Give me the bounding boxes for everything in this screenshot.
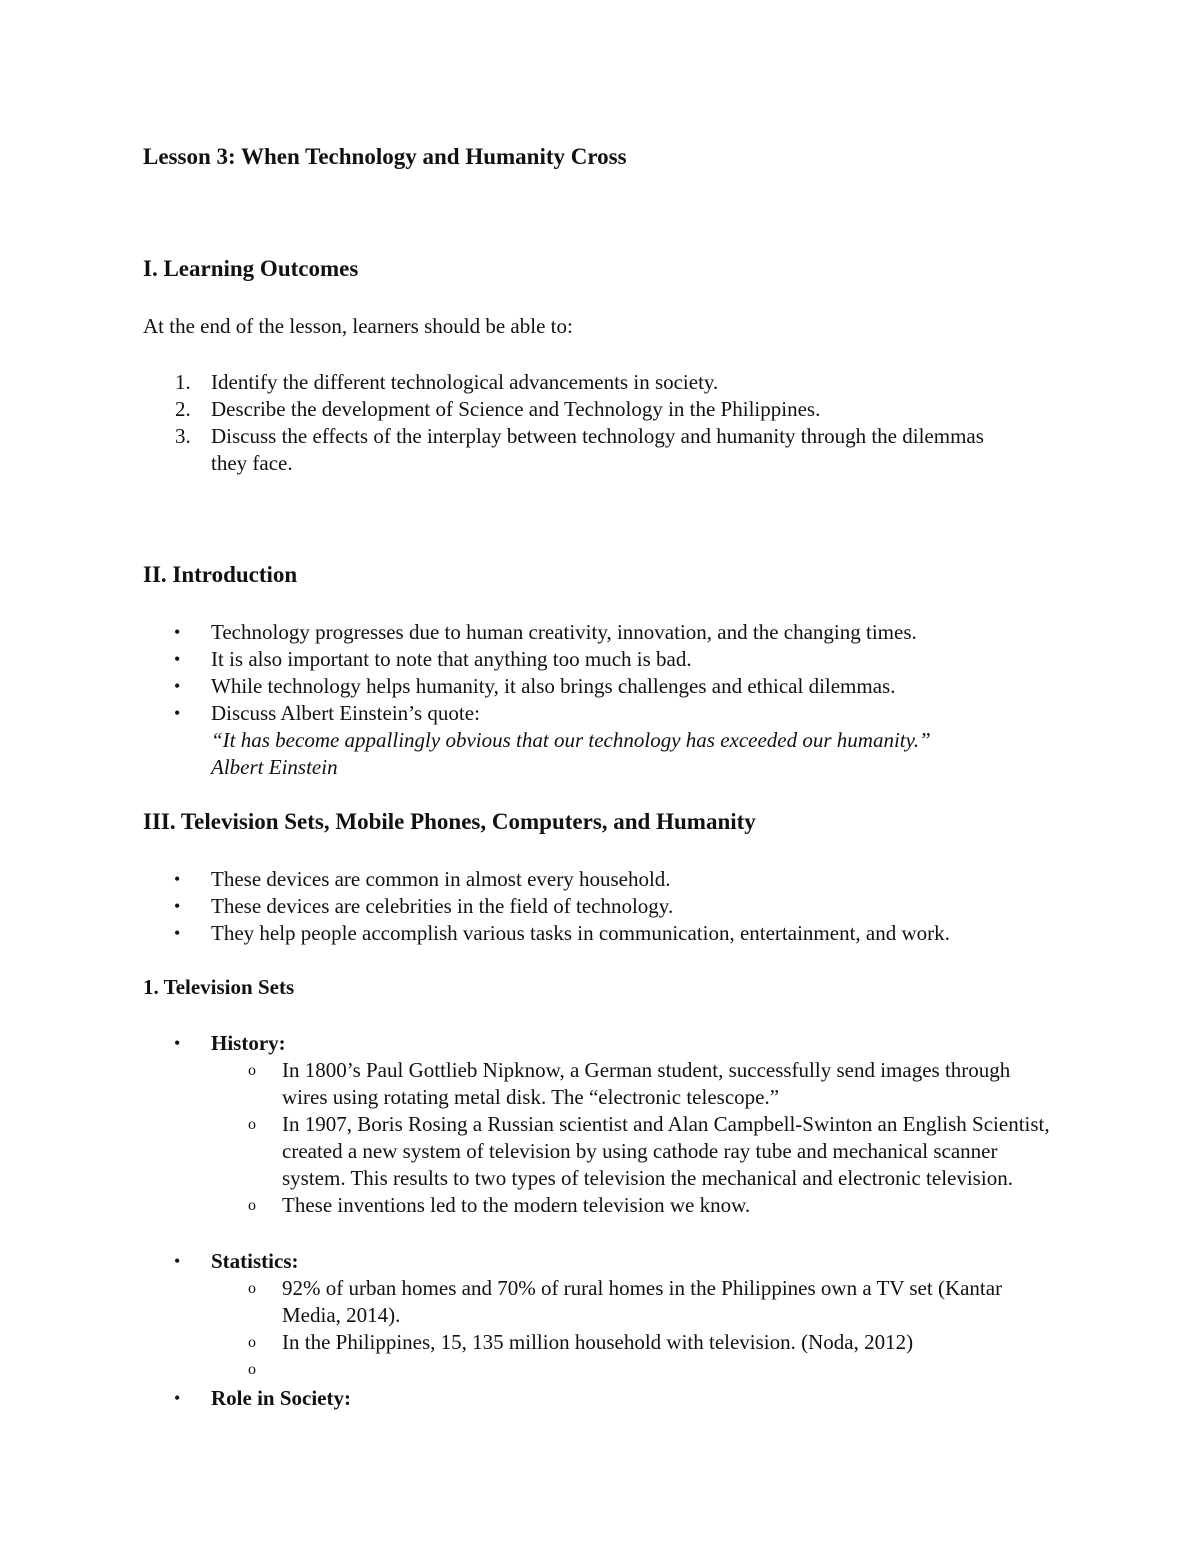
list-item-text: In 1907, Boris Rosing a Russian scientist and Alan Campbell-Swinton an English Scientist, created a new system of television by using cathode ray tube and mechanical scanner system. This results to two types of television the mechanical and electronic television.: [282, 1112, 1050, 1190]
bullet-icon: •: [174, 676, 181, 696]
bullet-icon: •: [174, 703, 181, 723]
bullet-icon: •: [174, 1033, 181, 1053]
list-number: 2.: [175, 397, 191, 421]
list-item-text: In 1800’s Paul Gottlieb Nipknow, a German student, successfully send images through wires using rotating metal disk. The “electronic telescope.”: [282, 1058, 1011, 1109]
statistics-sublist: [143, 1275, 1053, 1383]
list-item-text: 92% of urban homes and 70% of rural homes in the Philippines own a TV set (Kantar Media, 2014).: [282, 1276, 1003, 1327]
devices-list: [143, 866, 1073, 947]
list-item: [143, 369, 1003, 396]
bullet-icon: •: [174, 1251, 181, 1271]
list-item-text: Identify the different technological advancements in society.: [211, 370, 719, 394]
history-item: [143, 1030, 1073, 1057]
list-item: [143, 646, 1043, 673]
television-sets-heading: 1. Television Sets: [143, 975, 295, 999]
statistics-label: Statistics:: [211, 1249, 299, 1273]
bullet-icon: •: [174, 896, 181, 916]
list-item-text: While technology helps humanity, it also brings challenges and ethical dilemmas.: [211, 674, 896, 698]
role-label: Role in Society:: [211, 1386, 351, 1410]
list-item-text: Technology progresses due to human creativity, innovation, and the changing times.: [211, 620, 917, 644]
list-item-text: They help people accomplish various tasks in communication, entertainment, and work.: [211, 921, 950, 945]
sub-bullet-icon: o: [248, 1334, 256, 1351]
role-list: [143, 1385, 1073, 1412]
list-item: [143, 396, 1003, 423]
list-item: [143, 1356, 1053, 1383]
role-item: [143, 1385, 1073, 1412]
sub-bullet-icon: o: [248, 1361, 256, 1378]
learning-outcomes-heading: I. Learning Outcomes: [143, 256, 359, 281]
list-item-text: In the Philippines, 15, 135 million household with television. (Noda, 2012): [282, 1330, 914, 1354]
bullet-icon: •: [174, 869, 181, 889]
sub-bullet-icon: o: [248, 1062, 256, 1079]
list-item: [143, 866, 1073, 893]
page-title: Lesson 3: When Technology and Humanity Cross: [143, 144, 627, 169]
list-item: [143, 893, 1073, 920]
list-item-text: These devices are common in almost every household.: [211, 867, 671, 891]
introduction-list: [143, 619, 1043, 781]
introduction-heading: II. Introduction: [143, 562, 298, 587]
bullet-icon: •: [174, 1388, 181, 1408]
bullet-icon: •: [174, 622, 181, 642]
history-label: History:: [211, 1031, 286, 1055]
sub-bullet-icon: o: [248, 1280, 256, 1297]
list-item: [143, 1057, 1053, 1111]
history-sublist: [143, 1057, 1053, 1219]
list-item: [143, 673, 1043, 700]
list-item: [143, 1192, 1053, 1219]
list-item: [143, 1329, 1053, 1356]
television-list: [143, 1030, 1073, 1057]
list-number: 3.: [175, 424, 191, 448]
learning-outcomes-list: [143, 369, 1003, 477]
list-item: [143, 920, 1073, 947]
list-item: [143, 1111, 1053, 1192]
list-item-text: Discuss the effects of the interplay between technology and humanity through the dilemmas they face.: [211, 424, 984, 475]
list-item: [143, 700, 1043, 781]
list-item: [143, 423, 1003, 477]
bullet-icon: •: [174, 649, 181, 669]
list-item-text: Discuss Albert Einstein’s quote:: [211, 701, 480, 725]
list-item-text: These inventions led to the modern television we know.: [282, 1193, 751, 1217]
list-item-text: Describe the development of Science and Technology in the Philippines.: [211, 397, 821, 421]
list-item-text: These devices are celebrities in the field of technology.: [211, 894, 674, 918]
sub-bullet-icon: o: [248, 1116, 256, 1133]
list-item: [143, 1275, 1053, 1329]
bullet-icon: •: [174, 923, 181, 943]
einstein-quote: “It has become appallingly obvious that our technology has exceeded our humanity.”: [211, 728, 931, 752]
list-item-text: It is also important to note that anything too much is bad.: [211, 647, 692, 671]
sub-bullet-icon: o: [248, 1197, 256, 1214]
list-item: [143, 619, 1043, 646]
learning-outcomes-intro: At the end of the lesson, learners should be able to:: [143, 314, 573, 338]
statistics-item: [143, 1248, 1073, 1275]
quote-author: Albert Einstein: [211, 755, 338, 779]
devices-heading: III. Television Sets, Mobile Phones, Computers, and Humanity: [143, 809, 756, 834]
statistics-list: [143, 1248, 1073, 1275]
list-number: 1.: [175, 370, 191, 394]
